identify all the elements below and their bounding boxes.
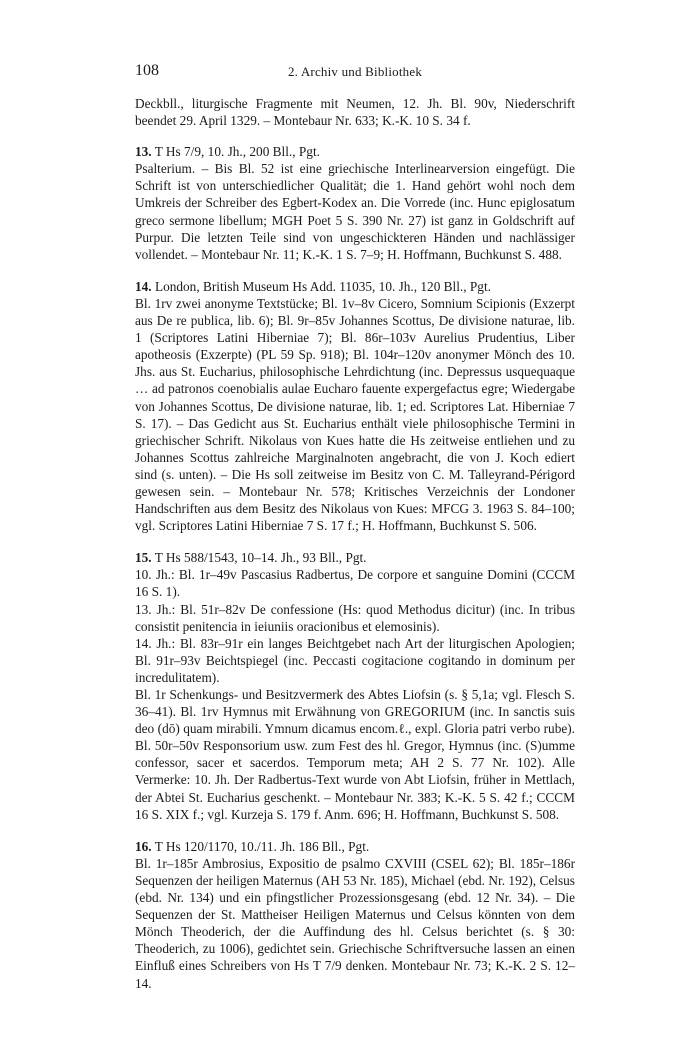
entry-paragraph: Bl. 1r Schenkungs- und Besitzvermerk des Abtes Liofsin (s. § 5,1a; vgl. Flesch S. 36–41). Bl. 1rv Hymnus mit Erwähnung von GREGORIUM (inc. In sanctis suis deo (dō) quam mirabili. Ymnum dicamus encom.ℓ., expl. Gloria patri verbo rube). Bl. 50r–50v Responsorium usw. zum Fest des hl. Gregor, Hymnus (inc. (S)umme confessor, sacer et sacerdos. Temporum meta; AH 2 S. 77 Nr. 102). Alle Vermerke: 10. Jh. Der Radbertus-Text wurde von Abt Liofsin, früher in Mettlach, der Abtei St. Eucharius geschenkt. – Montebaur Nr. 383; K.-K. 5 S. 42 f.; CCCM 16 S. XIX f.; vgl. Kurzeja S. 179 f. Anm. 696; H. Hoffmann, Buchkunst S. 508. <box>135 687 575 822</box>
entry-heading: T Hs 120/1170, 10./11. Jh. 186 Bll., Pgt. <box>154 838 370 854</box>
entry-paragraph: Bl. 1r–185r Ambrosius, Expositio de psalmo CXVIII (CSEL 62); Bl. 185r–186r Sequenzen der heiligen Maternus (AH 53 Nr. 185), Michael (ebd. Nr. 192), Celsus (ebd. Nr. 134) und ein pfingstlicher Prozessionsgesang (ebd. 12 Nr. 34). – Die Sequenzen der St. Mattheiser Heiligen Maternus und Celsus könnten von dem Mönch Theoderich, der die Auffindung des hl. Celsus berichtet (s. § 30: Theoderich, zu 1006), gedichtet sein. Griechische Schriftversuche lassen an einen Einfluß eines Schreibers von Hs T 7/9 denken. Montebaur Nr. 73; K.-K. 2 S. 12–14. <box>135 855 575 991</box>
entry-number: 14. <box>135 278 152 294</box>
catalog-entry-16 <box>135 838 575 992</box>
entry-heading: T Hs 7/9, 10. Jh., 200 Bll., Pgt. <box>154 144 320 160</box>
page-number: 108 <box>135 62 159 79</box>
entry-paragraph: Psalterium. – Bis Bl. 52 ist eine griechische Interlinearversion eingefügt. Die Schrift ist von unterschiedlicher Qualität; die 1. Hand gehört wohl noch dem Umkreis der Schreiber des Egbert-Kodex an. Die Vorrede (inc. Hunc epiglosatum greco sermone libellum; MGH Poet 5 S. 390 Nr. 27) ist ganz in Goldschrift auf Purpur. Die letzten Teile sind von ungeschickteren Händen und nachlässiger vollendet. – Montebaur Nr. 11; K.-K. 1 S. 7–9; H. Hoffmann, Buchkunst S. 488. <box>135 161 575 262</box>
page-body <box>135 95 575 1007</box>
catalog-entry-13 <box>135 143 575 263</box>
catalog-entry-15 <box>135 549 575 823</box>
continuation-paragraph: Deckbll., liturgische Fragmente mit Neumen, 12. Jh. Bl. 90v, Niederschrift beendet 29. April 1329. – Montebaur Nr. 633; K.-K. 10 S. 34 f. <box>135 96 575 129</box>
entry-number: 15. <box>135 550 152 566</box>
entry-paragraph: 10. Jh.: Bl. 1r–49v Pascasius Radbertus, De corpore et sanguine Domini (CCCM 16 S. 1). <box>135 567 575 600</box>
page-header <box>135 62 575 84</box>
entry-number: 13. <box>135 144 152 160</box>
catalog-entry-14 <box>135 278 575 534</box>
entry-number: 16. <box>135 838 152 854</box>
running-head: 2. Archiv und Bibliothek <box>287 64 423 79</box>
entry-heading: T Hs 588/1543, 10–14. Jh., 93 Bll., Pgt. <box>154 550 367 566</box>
entry-paragraph: 14. Jh.: Bl. 83r–91r ein langes Beichtgebet nach Art der liturgischen Apologien; Bl. 91r–93v Beichtspiegel (inc. Peccasti cogitacione cogitando in dominum per incredulitatem). <box>135 635 575 685</box>
entry-paragraph: 13. Jh.: Bl. 51r–82v De confessione (Hs: quod Methodus dicitur) (inc. In tribus consistit penitencia in ieiuniis oracionibus et elemosinis). <box>135 601 575 634</box>
entry-heading: London, British Museum Hs Add. 11035, 10. Jh., 120 Bll., Pgt. <box>154 278 491 294</box>
entry-paragraph: Bl. 1rv zwei anonyme Textstücke; Bl. 1v–8v Cicero, Somnium Scipionis (Exzerpt aus De re publica, lib. 6); Bl. 9r–85v Johannes Scottus, De divisione naturae, lib. 1 (Scriptores Latini Hiberniae 7); Bl. 86r–103v Aurelius Prudentius, Liber apotheosis (Exzerpte) (PL 59 Sp. 918); Bl. 104r–120v anonymer Mönch des 10. Jhs. aus St. Eucharius, philosophische Lehrdichtung (inc. Depressus usquequaque … ad patronos coenobialis aulae Eucharo fauente expergefactus egre; Wiedergabe von Johannes Scottus, De divisione naturae, lib. 1; ed. Scriptores Lat. Hiberniae 7 S. 17). – Das Gedicht aus St. Eucharius enthält viele philosophische Termini in griechischer Schrift. Nikolaus von Kues hatte die Hs zeitweise entliehen und zu Johannes Scottus zahlreiche Marginalnoten angebracht, die von J. Koch ediert sind (s. unten). – Die Hs soll zeitweise im Besitz von C. M. Talleyrand-Périgord gewesen sein. – Montebaur Nr. 578; Kritisches Verzeichnis der Londoner Handschriften aus dem Besitz des Nikolaus von Kues: MFCG 3. 1963 S. 84–100; vgl. Scriptores Latini Hiberniae 7 S. 17 f.; H. Hoffmann, Buchkunst S. 506. <box>135 295 575 534</box>
